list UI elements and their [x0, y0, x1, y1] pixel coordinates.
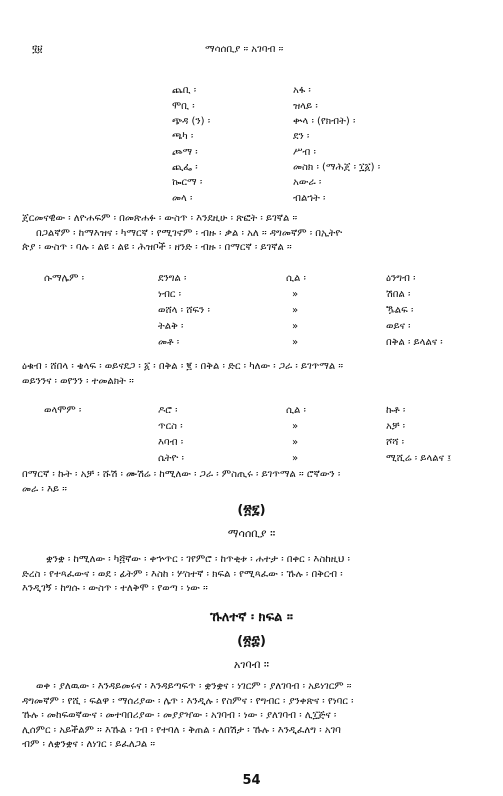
- word-left: ጮማ ፡: [172, 147, 198, 158]
- word-right: አውራ ፡: [293, 177, 322, 188]
- table-cell: »: [292, 289, 299, 300]
- table-cell: »: [292, 421, 299, 432]
- header-page-label: ፶፱: [32, 44, 43, 55]
- paragraph-line: ዕቁብ ፡ ሸበላ ፡ ቄላፍ ፡ ወይናደጋ ፡ ፩ ፡ በቅል ፡ ፪ ፡ በቅል ፡ ድር ፡ ካለው ፡ ጋራ ፡ ይገጥማል ።: [22, 361, 344, 372]
- table-cell: »: [292, 305, 299, 316]
- word-left: ጭዳ (ን) ፡: [172, 116, 211, 127]
- table-cell: ደንግል ፡: [158, 273, 187, 284]
- word-left: ጪፌ ፡: [172, 162, 198, 173]
- paragraph: [22, 468, 484, 497]
- paragraph-line: መራ ፡ እይ ።: [22, 483, 67, 495]
- table-cell: ዶሮ ፡: [158, 405, 178, 416]
- table-label: ሱማሌም ፡: [44, 273, 84, 284]
- table-cell: በቅል ፡ ይላልና ፡: [386, 337, 443, 348]
- table-cell: »: [292, 437, 299, 448]
- word-right: ቍላ ፡ (የክብት) ፡: [293, 116, 356, 127]
- table-cell: ዕንግብ ፡: [386, 273, 416, 284]
- paragraph: [22, 553, 484, 597]
- word-right: አፋ ፡: [293, 85, 311, 96]
- table-cell: »: [292, 337, 299, 348]
- table-cell: ኩቶ ፡: [386, 405, 406, 416]
- word-right: ሥብ ፡: [293, 147, 316, 158]
- table-cell: እባብ ፡: [158, 437, 184, 448]
- section-title: አገባብ ።: [233, 658, 270, 671]
- word-left: መላ ፡: [172, 193, 193, 204]
- section-number: (፳፰): [237, 634, 266, 649]
- table-cell: ሾሻ ፡: [386, 437, 404, 448]
- table-cell: ወሸላ ፡ ሸፍን ፡: [158, 305, 210, 316]
- paragraph-line: ወይንንና ፡ ወየንን ፡ ተመልክት ።: [22, 375, 134, 387]
- part-title: ኹለተኛ ፡ ክፍል ።: [209, 610, 293, 625]
- paragraph-line: ብም ፡ ለቋንቋና ፡ ለነገር ፡ ይፈለጋል ።: [22, 739, 156, 751]
- table-cell: »: [292, 453, 299, 464]
- table-cell: ዄልፍ ፡: [386, 305, 414, 316]
- table-cell: መቶ ፡: [158, 337, 180, 348]
- table-cell: ነብር ፡: [158, 289, 181, 300]
- paragraph-line: በጋልኛም ፡ ከማእዝና ፡ ካማርኛ ፡ የሚገኖም ፡ ብዙ ፡ ቃል ፡ አለ ። ዳግመኛም ፡ በኢትዮ: [36, 227, 343, 239]
- paragraph: [22, 680, 484, 753]
- table-cell: ሲል ፡: [286, 405, 306, 416]
- table-cell: ሲል ፡: [286, 273, 306, 284]
- paragraph-line: ቋንቋ ፡ ከሚለው ፡ ካ፭ኛው ፡ ቀኍጥር ፡ ገየምሮ ፡ ከጥቂቱ ፡ ሐተታ ፡ በቀር ፡ እስከዚህ ፡: [46, 554, 350, 565]
- paragraph-line: ኹሉ ፡ መከፍወኛውና ፡ መተባበሪያው ፡ መያያዣው ፡ አገባብ ፡ ነው ፡ ያለገባብ ፡ ሊ፲ጅና ፡: [22, 710, 337, 722]
- word-left: ሞቢ ፡: [172, 101, 195, 112]
- table-label: ወላሞም ፡: [44, 405, 82, 416]
- section-number: (፳፯): [237, 503, 266, 518]
- paragraph-line: ሊሰምር ፡ አይችልም ። እኹል ፡ ገብ ፡ የተባለ ፡ ቅጠል ፡ ለበሽታ ፡ ኹሉ ፡ እንዲፈለግ ፡ አገባ: [22, 724, 341, 736]
- word-right: ብልኀት ፡: [293, 193, 326, 204]
- paragraph-line: በማርኛ ፡ ኩት ፡ አቻ ፡ ሹሽ ፡ ሙሽሬ ፡ ከሚለው ፡ ጋራ ፡ ምስጢሩ ፡ ይገጥማል ። ሮኛውን ፡: [22, 469, 341, 480]
- running-title: ማሳሰቢያ ። አገባብ ።: [205, 44, 284, 55]
- paragraph: [22, 212, 484, 256]
- table-cell: ሴትዮ ፡: [158, 453, 184, 464]
- paragraph-line: ጵያ ፡ ውስጥ ፡ ባሉ ፡ ልዩ ፡ ልዩ ፡ ሕዝቦች ፡ ዘንድ ፡ ብዙ ፡ በማርኛ ፡ ይገኛል ።: [22, 242, 292, 254]
- paragraph-line: ወቀ ፡ ያለዉው ፡ እንዳይመሩና ፡ እንዳይጣፍጥ ፡ ቋንቋና ፡ ነገርም ፡ ያለገባብ ፡ አይነገርም ።: [36, 681, 352, 692]
- paragraph-line: ዳግመኛም ፡ የሺ ፡ ፍልዋ ፡ ማሰሪያው ፡ ሌጥ ፡ እንዲሉ ፡ የስምና ፡ የግብር ፡ ያንቀጽና ፡ የነባር ፡: [22, 695, 354, 707]
- paragraph: [22, 360, 484, 389]
- table-cell: ሚሺሬ ፡ ይላልና ፤: [386, 453, 452, 464]
- section-title: ማሳሰቢያ ።: [227, 527, 276, 540]
- paragraph-line: ጀርመናዊው ፡ ለዮሐፍም ፡ በመጽሐፉ ፡ ውስጥ ፡ እንደዚሁ ፡ ጽፎት ፡ ይገኛል ።: [22, 213, 298, 224]
- word-right: ዝላይ ፡: [293, 101, 318, 112]
- paragraph-line: ድረስ ፡ የተጻፈውና ፡ ወደ ፡ ፊትም ፡ እስከ ፡ ሦስተኛ ፡ ክፍል ፡ የሚጻፈው ፡ ኹሉ ፡ በቅርብ ፡: [22, 568, 343, 580]
- table-cell: ጥርስ ፡: [158, 421, 183, 432]
- page-number: 54: [242, 773, 261, 788]
- table-cell: አቻ ፡: [386, 421, 406, 432]
- word-left: ኰርማ ፡: [172, 177, 203, 188]
- word-right: መስክ ፡ (ማሕጀ ፡ ፲፩) ፡: [293, 162, 381, 173]
- word-left: ጫካ ፡: [172, 131, 194, 142]
- table-cell: ወይና ፡: [386, 321, 411, 332]
- word-left: ጨቢ ፡: [172, 85, 197, 96]
- paragraph-line: እንዲገኝ ፡ ከግሱ ፡ ውስጥ ፡ ተለቅሞ ፡ የወጣ ፡ ነው ።: [22, 583, 208, 595]
- table-cell: »: [292, 321, 299, 332]
- word-right: ደን ፡: [293, 131, 310, 142]
- table-cell: ሽበል ፡: [386, 289, 411, 300]
- table-cell: ትልቅ ፡: [158, 321, 184, 332]
